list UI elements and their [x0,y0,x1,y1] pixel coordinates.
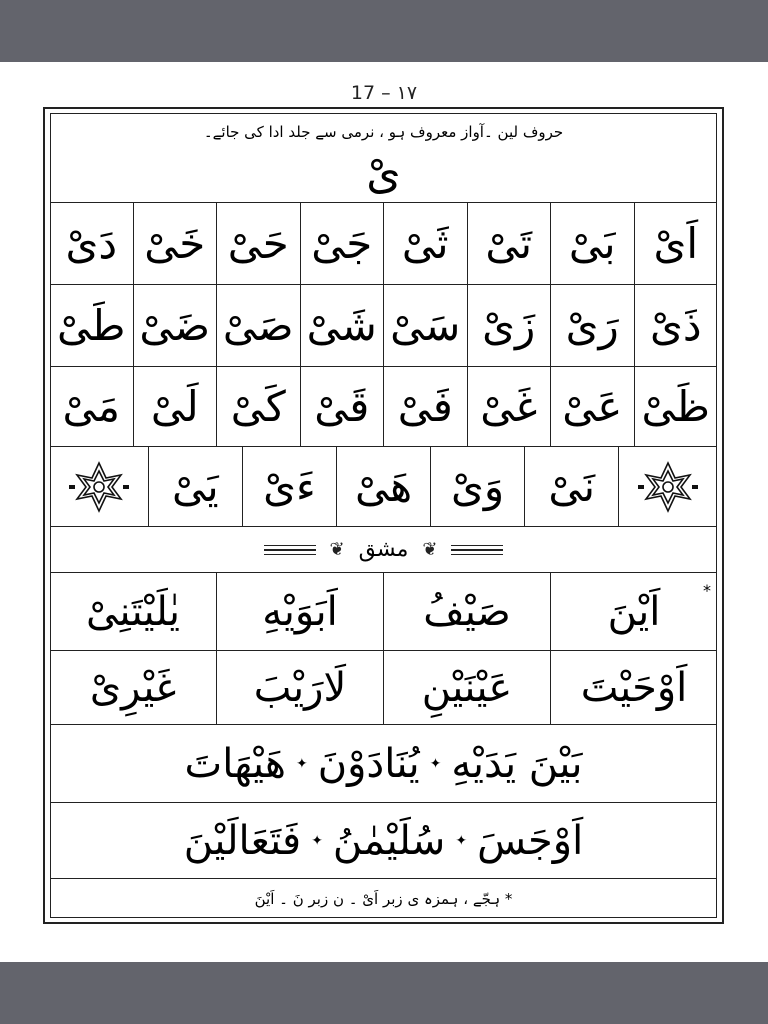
word-cell: عَیْنَیْنِ [383,651,550,724]
phrase-text: سُلَیْمٰنُ [332,817,446,864]
letter-cell: اَیْ [634,203,718,284]
divider-line [451,549,503,551]
letter-cell: وَیْ [430,447,524,526]
word-cell: صَیْفُ [383,573,550,650]
letter-cell: ثَیْ [383,203,467,284]
letter-cell: فَیْ [383,367,467,446]
letter-cell: یَیْ [148,447,242,526]
phrase-row-2 [50,803,717,879]
letter-cell: صَیْ [216,285,300,366]
letter-cell: تَیْ [467,203,551,284]
asterisk-mark: * [703,581,711,600]
phrase-text: هَیْهَاتَ [184,740,286,787]
letter-cell: شَیْ [300,285,384,366]
letter-cell: غَیْ [467,367,551,446]
letter-cell: ظَیْ [634,367,718,446]
practice-heading [50,527,717,573]
footnote: * ہجّے ، ہمزہ ی زبر اَیْ ۔ ن زبر نَ ۔ اَیْنَ [254,889,513,908]
letter-cell: دَیْ [65,219,118,268]
separator-icon: ✦ [455,832,468,849]
letter-cell: کَیْ [216,367,300,446]
letter-cell: طَیْ [57,301,126,350]
word-row-1 [50,573,717,651]
letter-cell: نَیْ [524,447,618,526]
separator-icon: ✦ [296,755,308,772]
letter-row-2 [50,285,717,367]
header-section [50,113,717,203]
page-number: 17 – ١٧ [350,82,418,104]
letter-row-1 [50,203,717,285]
word-cell: یٰلَیْتَنِیْ [86,588,180,635]
separator-icon: ✦ [429,755,442,772]
word-row-2 [50,651,717,725]
letter-cell: هَیْ [336,447,430,526]
top-bar [0,0,768,62]
main-letter: یْ [366,148,401,199]
phrase-text: فَتَعَالَیْنَ [183,817,302,864]
letter-cell: زَیْ [467,285,551,366]
word-cell [550,573,717,650]
word-cell: غَیْرِیْ [89,664,177,711]
phrase-text: اَوْجَسَ [477,817,584,864]
letter-cell: مَیْ [62,382,121,431]
letter-cell: خَیْ [133,203,217,284]
word-text: اَیْنَ [607,588,661,635]
letter-row-3 [50,367,717,447]
phrase-text: یُنَادَوْنَ [317,740,420,787]
word-cell: اَوْحَیْتَ [550,651,717,724]
fleuron-icon: ❦ [329,539,345,560]
star-ornament-icon [618,447,717,526]
letter-cell: لَیْ [133,367,217,446]
fleuron-icon: ❦ [422,539,438,560]
word-cell: لَارَیْبَ [216,651,383,724]
practice-title: مشق [358,537,409,562]
word-cell: اَبَوَیْهِ [216,573,383,650]
letter-cell: بَیْ [550,203,634,284]
star-ornament-icon [50,447,148,526]
divider-line [264,549,316,551]
letter-cell: ذَیْ [634,285,718,366]
phrase-row-1 [50,725,717,803]
letter-cell: رَیْ [550,285,634,366]
letter-cell: عَیْ [550,367,634,446]
instruction-text: حروف لین ۔آواز معروف ہو ، نرمی سے جلد ادا کی جائے۔ [203,123,564,141]
separator-icon: ✦ [311,832,323,849]
letter-cell: قَیْ [300,367,384,446]
letter-cell: حَیْ [216,203,300,284]
letter-row-4 [50,447,717,527]
bottom-bar [0,962,768,1024]
letter-cell: ءَیْ [242,447,336,526]
letter-cell: جَیْ [300,203,384,284]
letter-cell: سَیْ [383,285,467,366]
letter-cell: ضَیْ [133,285,217,366]
phrase-text: بَیْنَ یَدَیْهِ [451,740,583,787]
